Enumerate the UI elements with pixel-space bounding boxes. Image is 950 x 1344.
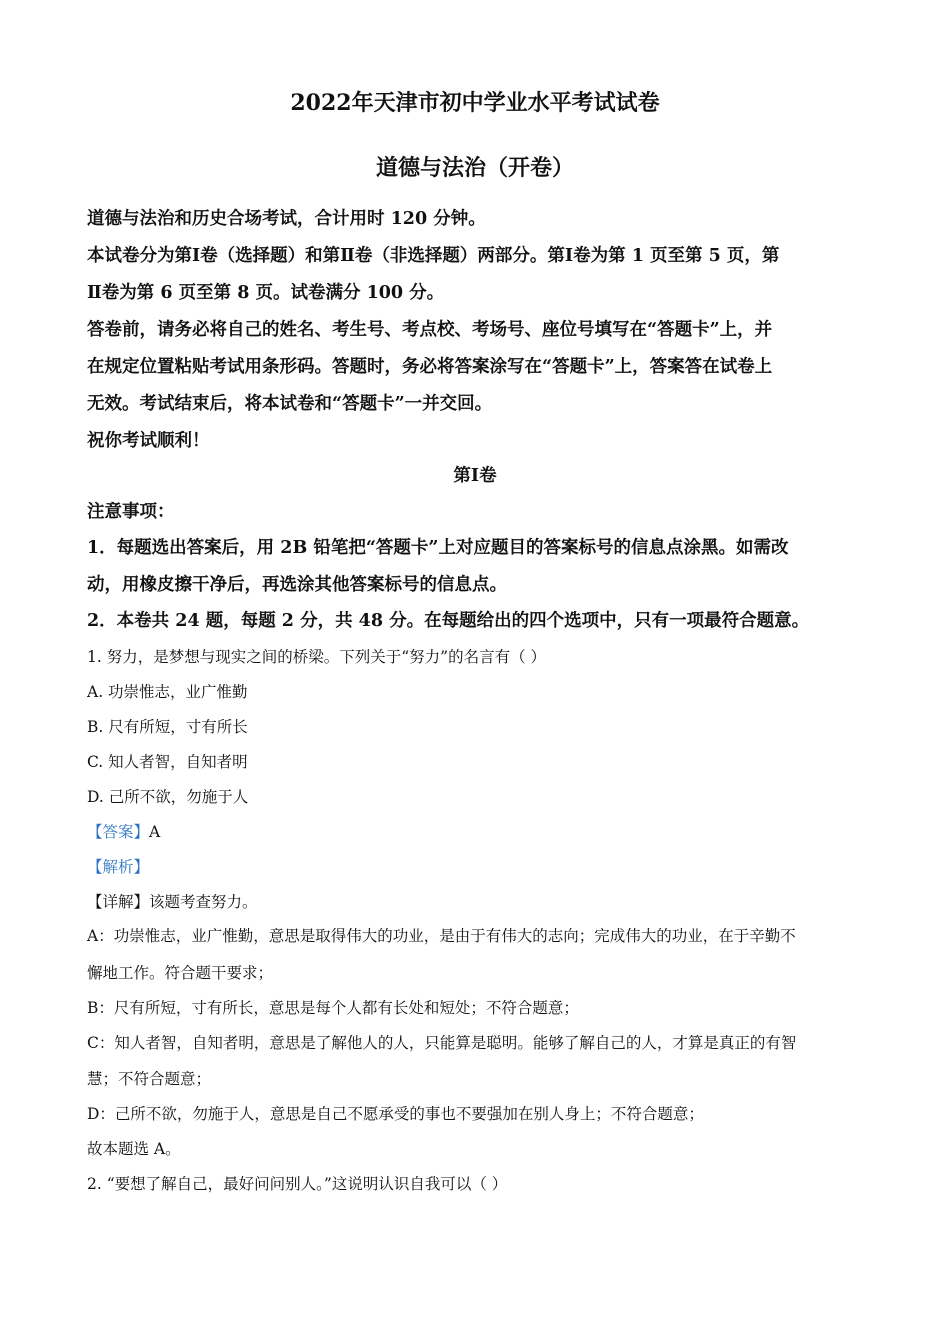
notice-title: 注意事项：: [87, 502, 175, 522]
page-title: 2022年天津市初中学业水平考试试卷: [290, 90, 660, 116]
intro-line: 本试卷分为第Ⅰ卷（选择题）和第Ⅱ卷（非选择题）两部分。第Ⅰ卷为第 1 页至第 5 页，第: [87, 246, 780, 266]
detail-line: C：知人者智，自知者明，意思是了解他人的人，只能算是聪明。能够了解自己的人，才算是真正的有智: [87, 1034, 797, 1052]
analysis-tag: 【解析】: [87, 858, 150, 876]
intro-line: Ⅱ卷为第 6 页至第 8 页。试卷满分 100 分。: [87, 283, 445, 303]
intro-line: 祝你考试顺利！: [87, 431, 210, 451]
intro-line: 道德与法治和历史合场考试，合计用时 120 分钟。: [87, 209, 486, 229]
detail-line: 懈地工作。符合题干要求；: [87, 964, 274, 982]
question-option: D. 己所不欲，勿施于人: [87, 788, 249, 806]
answer-tag: 【答案】: [87, 823, 150, 841]
question-stem: 1. 努力，是梦想与现实之间的桥梁。下列关于“努力”的名言有（ ）: [87, 648, 546, 666]
intro-line: 在规定位置粘贴考试用条形码。答题时，务必将答案涂写在“答题卡”上，答案答在试卷上: [87, 357, 773, 377]
intro-line: 答卷前，请务必将自己的姓名、考生号、考点校、考场号、座位号填写在“答题卡”上，并: [87, 320, 773, 340]
intro-line: 无效。考试结束后，将本试卷和“答题卡”一并交回。: [87, 394, 493, 414]
section-title: 第Ⅰ卷: [453, 466, 497, 486]
detail-line: 故本题选 A。: [87, 1140, 181, 1158]
notice-line: 2．本卷共 24 题，每题 2 分，共 48 分。在每题给出的四个选项中，只有一项最符合题意。: [87, 611, 810, 631]
detail-line: B：尺有所短，寸有所长，意思是每个人都有长处和短处；不符合题意；: [87, 999, 579, 1017]
question-option: B. 尺有所短，寸有所长: [87, 718, 248, 736]
detail-line: 【详解】该题考查努力。: [87, 893, 258, 911]
detail-line: D：己所不欲，勿施于人，意思是自己不愿承受的事也不要强加在别人身上；不符合题意；: [87, 1105, 704, 1123]
detail-line: 慧；不符合题意；: [87, 1070, 212, 1088]
notice-line: 1．每题选出答案后，用 2B 铅笔把“答题卡”上对应题目的答案标号的信息点涂黑。如需改: [87, 538, 789, 558]
page-subtitle: 道德与法治（开卷）: [375, 155, 574, 181]
question-option: C. 知人者智，自知者明: [87, 753, 248, 771]
notice-line: 动，用橡皮擦干净后，再选涂其他答案标号的信息点。: [87, 575, 507, 595]
question-stem: 2. “要想了解自己，最好问问别人。”这说明认识自我可以（ ）: [87, 1175, 508, 1193]
question-option: A. 功崇惟志，业广惟勤: [87, 683, 248, 701]
answer-value: A: [149, 823, 161, 841]
detail-line: A：功崇惟志，业广惟勤，意思是取得伟大的功业，是由于有伟大的志向；完成伟大的功业，在于辛勤不: [87, 927, 796, 945]
answer-line: [87, 820, 867, 842]
